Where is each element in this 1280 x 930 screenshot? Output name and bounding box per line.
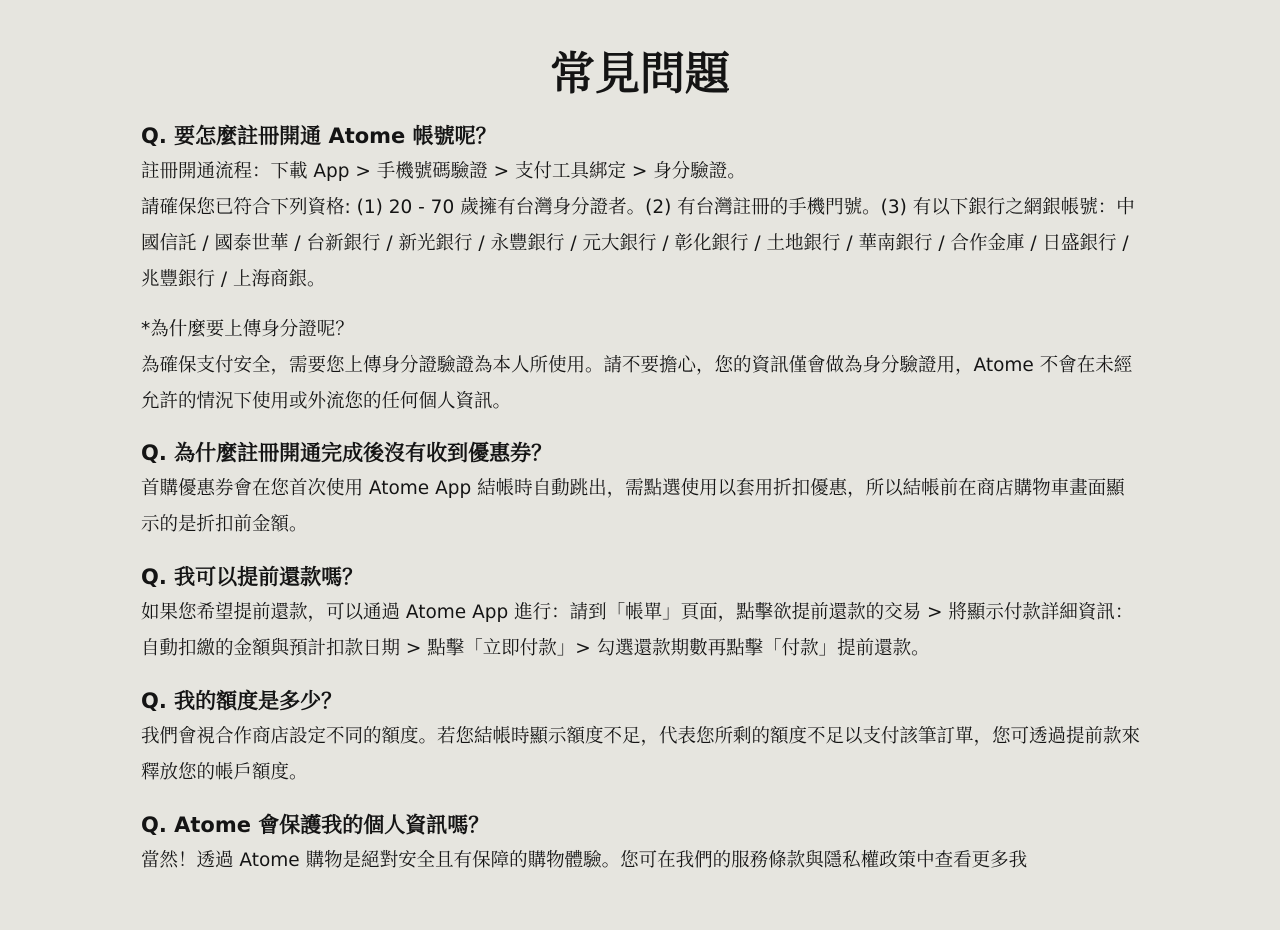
- faq-question: Q. Atome 會保護我的個人資訊嗎？: [141, 813, 490, 837]
- faq-question: Q. 我的額度是多少？: [141, 689, 343, 713]
- faq-answer: 如果您希望提前還款，可以通過 Atome App 進行：請到「帳單」頁面，點擊欲提前還款的交易 > 將顯示付款詳細資訊：自動扣繳的金額與預計扣款日期 > 點擊「立即付款」> 勾選還款期數再點擊「付款」提前還款。: [141, 602, 1134, 659]
- faq-question: Q. 為什麼註冊開通完成後沒有收到優惠券？: [141, 441, 553, 465]
- faq-item-privacy: [141, 810, 1141, 879]
- faq-answer: 首購優惠券會在您首次使用 Atome App 結帳時自動跳出，需點選使用以套用折扣優惠，所以結帳前在商店購物車畫面顯示的是折扣前金額。: [141, 478, 1125, 535]
- faq-answer-requirements: 請確保您已符合下列資格: (1) 20 - 70 歲擁有台灣身分證者。(2) 有台灣註冊的手機門號。(3) 有以下銀行之網銀帳號：中國信託 / 國泰世華 / 台新銀行 / 新光銀行 / 永豐銀行 / 元大銀行 / 彰化銀行 / 土地銀行 / 華南銀行 / 合作金庫 / 日盛銀行 / 兆豐銀行 / 上海商銀。: [141, 197, 1135, 290]
- faq-question: Q. 要怎麼註冊開通 Atome 帳號呢？: [141, 124, 497, 148]
- faq-question: Q. 我可以提前還款嗎？: [141, 565, 364, 589]
- faq-subitem-id-upload: [141, 315, 1141, 420]
- faq-item-early-repayment: [141, 562, 1141, 667]
- faq-answer: 註冊開通流程：下載 App > 手機號碼驗證 > 支付工具綁定 > 身分驗證。: [141, 161, 746, 182]
- faq-sub-answer: 為確保支付安全，需要您上傳身分證驗證為本人所使用。請不要擔心，您的資訊僅會做為身分驗證用，Atome 不會在未經允許的情況下使用或外流您的任何個人資訊。: [141, 355, 1133, 412]
- page-title: 常見問題: [549, 47, 730, 100]
- faq-item-credit-limit: [141, 686, 1141, 791]
- faq-sub-question: *為什麼要上傳身分證呢？: [141, 319, 354, 340]
- faq-item-coupon: [141, 438, 1141, 543]
- faq-answer: 我們會視合作商店設定不同的額度。若您結帳時顯示額度不足，代表您所剩的額度不足以支付該筆訂單，您可透過提前款來釋放您的帳戶額度。: [141, 726, 1141, 783]
- faq-item-register: [141, 121, 1141, 298]
- faq-answer: 當然！透過 Atome 購物是絕對安全且有保障的購物體驗。您可在我們的服務條款與隱私權政策中查看更多我: [141, 850, 1028, 871]
